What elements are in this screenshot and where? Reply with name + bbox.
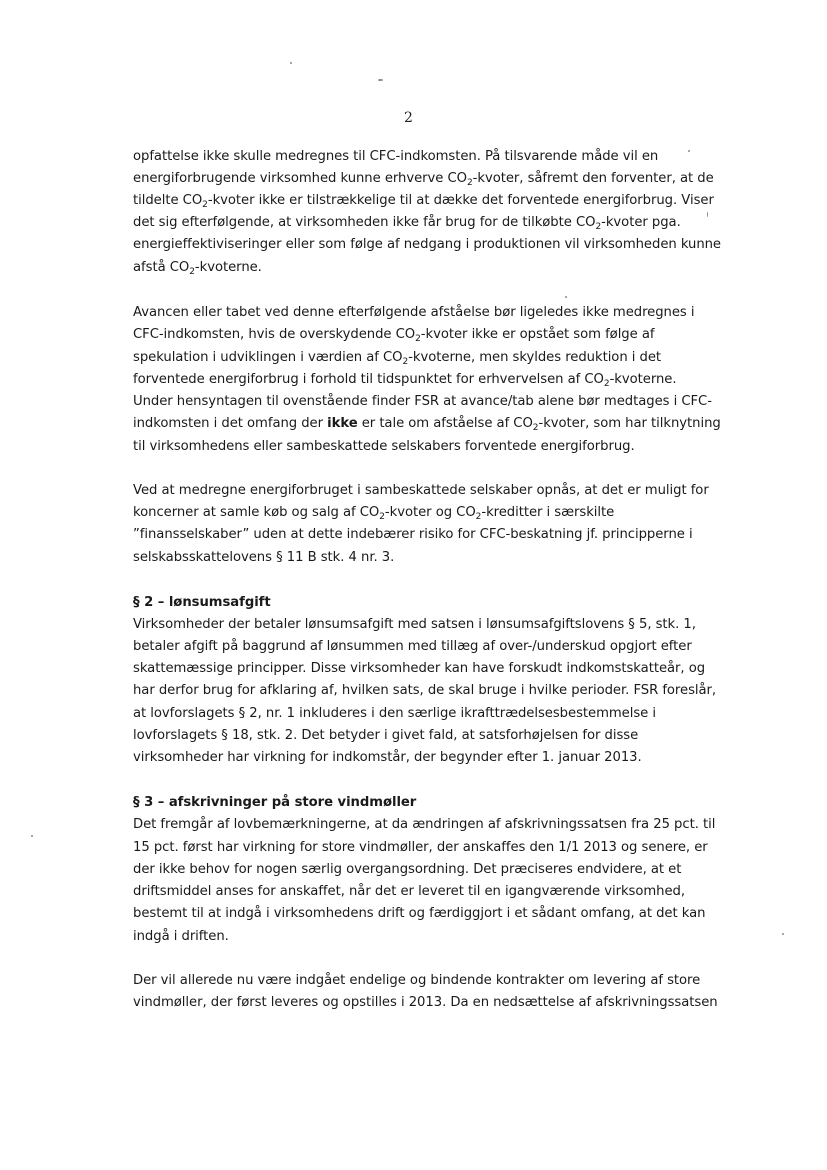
text-line: skattemæssige principper. Disse virksomheder kan have forskudt indkomstskatteår, og xyxy=(133,661,706,676)
text-line: energieffektiviseringer eller som følge af nedgang i produktionen vil virksomheden kunne xyxy=(133,237,721,252)
text-line: betaler afgift på baggrund af lønsummen med tillæg af over-/underskud opgjort efter xyxy=(133,639,692,654)
text-line: Under hensyntagen til ovenstående finder FSR at avance/tab alene bør medtages i CFC- xyxy=(133,394,712,409)
text-line: koncerner at samle køb og salg af $CO_2$-kvoter og $CO_2$-kreditter i særskilte xyxy=(133,505,615,522)
text-line: driftsmiddel anses for anskaffet, når det er leveret til en igangværende virksomhed, xyxy=(133,884,685,899)
text-line: Avancen eller tabet ved denne efterfølgende afståelse bør ligeledes ikke medregnes i xyxy=(133,305,695,320)
text-line: der ikke behov for nogen særlig overgangsordning. Det præciseres endvidere, at et xyxy=(133,862,682,877)
text-line: tildelte $CO_2$-kvoter ikke er tilstrækkelige til at dække det forventede energiforbrug. Viser xyxy=(133,193,714,210)
text-line: energiforbrugende virksomhed kunne erhverve $CO_2$-kvoter, såfremt den forventer, at de xyxy=(133,171,714,188)
text-line: afstå $CO_2$-kvoterne. xyxy=(133,260,262,277)
text-line: Virksomheder der betaler lønsumsafgift med satsen i lønsumsafgiftslovens § 5, stk. 1, xyxy=(133,617,696,632)
text-line: til virksomhedens eller sambeskattede selskabers forventede energiforbrug. xyxy=(133,439,635,454)
text-line: virksomheder har virkning for indkomstår, der begynder efter 1. januar 2013. xyxy=(133,750,642,765)
text-line: lovforslagets § 18, stk. 2. Det betyder i givet fald, at satsforhøjelsen for disse xyxy=(133,728,639,743)
text-line: selskabsskattelovens § 11 B stk. 4 nr. 3. xyxy=(133,550,395,565)
scan-speck xyxy=(290,62,292,64)
text-line: Det fremgår af lovbemærkningerne, at da ændringen af afskrivningssatsen fra 25 pct. til xyxy=(133,817,716,832)
text-line: har derfor brug for afklaring af, hvilken sats, de skal bruge i hvilke perioder. FSR foreslår, xyxy=(133,683,717,698)
scan-speck xyxy=(707,212,708,217)
text-line: indkomsten i det omfang der ikke er tale om afståelse af $CO_2$-kvoter, som har tilknytning xyxy=(133,416,721,433)
text-line: ”finansselskaber” uden at dette indebærer risiko for CFC-beskatning jf. principperne i xyxy=(133,527,693,542)
text-line: CFC-indkomsten, hvis de overskydende $CO_2$-kvoter ikke er opstået som følge af xyxy=(133,327,655,344)
scan-speck xyxy=(31,835,33,837)
scan-speck xyxy=(565,296,567,298)
text-line: Der vil allerede nu være indgået endelige og bindende kontrakter om levering af store xyxy=(133,973,701,988)
text-line: det sig efterfølgende, at virksomheden ikke får brug for de tilkøbte $CO_2$-kvoter pga. xyxy=(133,215,681,232)
text-line: opfattelse ikke skulle medregnes til CFC-indkomsten. På tilsvarende måde vil en xyxy=(133,149,659,164)
scan-speck xyxy=(782,933,784,935)
section-heading: § 3 – afskrivninger på store vindmøller xyxy=(133,795,417,810)
text-line: forventede energiforbrug i forhold til tidspunktet for erhvervelsen af $CO_2$-kvoterne. xyxy=(133,372,677,389)
text-line: at lovforslagets § 2, nr. 1 inkluderes i den særlige ikrafttrædelsesbestemmelse i xyxy=(133,706,656,721)
scan-speck xyxy=(688,150,690,152)
section-heading: § 2 – lønsumsafgift xyxy=(133,595,271,610)
scan-speck xyxy=(378,79,383,81)
text-line: Ved at medregne energiforbruget i sambeskattede selskaber opnås, at det er muligt for xyxy=(133,483,709,498)
text-line: vindmøller, der først leveres og opstilles i 2013. Da en nedsættelse af afskrivningssatsen xyxy=(133,995,718,1010)
page-number: 2 xyxy=(404,110,413,126)
text-line: bestemt til at indgå i virksomhedens drift og færdiggjort i et sådant omfang, at det kan xyxy=(133,906,706,921)
text-line: spekulation i udviklingen i værdien af $CO_2$-kvoterne, men skyldes reduktion i det xyxy=(133,350,662,367)
text-line: indgå i driften. xyxy=(133,929,229,944)
text-line: 15 pct. først har virkning for store vindmøller, der anskaffes den 1/1 2013 og senere, er xyxy=(133,840,708,855)
